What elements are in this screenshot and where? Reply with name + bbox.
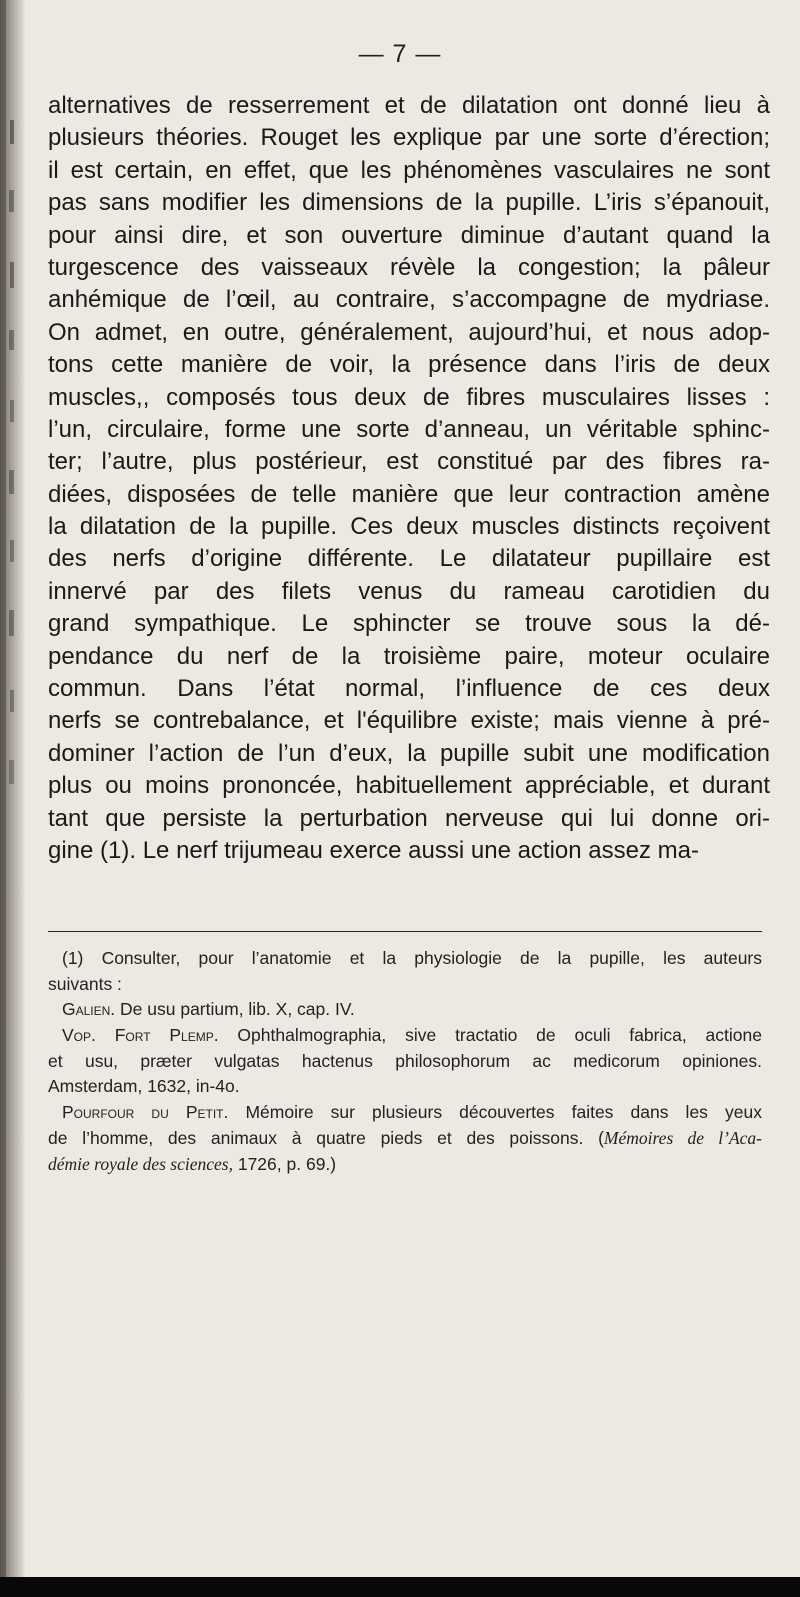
body-line: gine (1). Le nerf trijumeau exerce aussi une action assez ma- xyxy=(48,836,699,864)
footnote-reference: de l’homme, des animaux à quatre pieds et des poissons. ( xyxy=(48,1127,604,1148)
body-line: commun. Dans l’état normal, l’influence de ces deux xyxy=(48,675,770,703)
body-line: ter; l’autre, plus postérieur, est constitué par des fibres ra- xyxy=(48,448,770,476)
footnote-reference: Ophthalmographia, sive tractatio de oculi fabrica, actione xyxy=(237,1025,762,1046)
body-line: pendance du nerf de la troisième paire, moteur oculaire xyxy=(48,642,770,670)
body-line: plus ou moins prononcée, habituellement appréciable, et durant xyxy=(48,772,770,800)
binding-edge-marks xyxy=(0,0,18,1597)
footnote-pourfour-line xyxy=(48,1152,762,1178)
body-line: anhémique de l’œil, au contraire, s’accompagne de mydriase. xyxy=(48,286,770,314)
body-line: tant que persiste la perturbation nerveuse qui lui donne ori- xyxy=(48,804,770,832)
body-line: plusieurs théories. Rouget les explique par une sorte d’érection; xyxy=(48,124,770,152)
body-line: On admet, en outre, généralement, aujourd’hui, et nous adop- xyxy=(48,318,770,346)
scan-bottom-edge xyxy=(0,1577,800,1597)
footnote-line: (1) Consulter, pour l’anatomie et la physiologie de la pupille, les auteurs xyxy=(62,948,762,968)
body-line: pour ainsi dire, et son ouverture diminue d’autant quand la xyxy=(48,221,770,249)
body-line: l’un, circulaire, forme une sorte d’anneau, un véritable sphinc- xyxy=(48,415,770,443)
footnote-line: et usu, præter vulgatas hactenus philosophorum ac medicorum opiniones. xyxy=(48,1050,762,1071)
body-line: muscles,, composés tous deux de fibres musculaires lisses : xyxy=(48,383,770,411)
body-line: il est certain, en effet, que les phénomènes vasculaires ne sont xyxy=(48,156,770,184)
body-line: turgescence des vaisseaux révèle la congestion; la pâleur xyxy=(48,253,770,281)
footnote-vop xyxy=(48,1023,762,1049)
footnote-author: Galien. xyxy=(62,999,116,1020)
footnote-galien xyxy=(48,997,762,1023)
footnote-separator-rule xyxy=(48,931,762,932)
body-line: dominer l’action de l’un d’eux, la pupille subit une modification xyxy=(48,739,770,767)
body-line: grand sympathique. Le sphincter se trouve sous la dé- xyxy=(48,610,770,638)
body-line: innervé par des filets venus du rameau carotidien du xyxy=(48,577,770,605)
footnote-reference: De usu partium, lib. X, cap. IV. xyxy=(120,999,355,1020)
body-line: pas sans modifier les dimensions de la pupille. L’iris s’épanouit, xyxy=(48,189,770,217)
footnote-pourfour xyxy=(48,1100,762,1126)
body-line: la dilatation de la pupille. Ces deux muscles distincts reçoivent xyxy=(48,513,770,541)
body-line: diées, disposées de telle manière que leur contraction amène xyxy=(48,480,770,508)
footnote-line: Amsterdam, 1632, in-4o. xyxy=(48,1076,240,1097)
body-line: nerfs se contrebalance, et l'équilibre existe; mais vienne à pré- xyxy=(48,707,770,735)
footnote-italic-title: démie royale des sciences, xyxy=(48,1153,233,1174)
footnote-line: suivants : xyxy=(48,973,122,994)
page-number: — 7 — xyxy=(358,40,442,68)
body-line: des nerfs d’origine différente. Le dilatateur pupillaire est xyxy=(48,545,770,573)
body-line: alternatives de resserrement et de dilatation ont donné lieu à xyxy=(48,92,770,119)
body-line: tons cette manière de voir, la présence dans l’iris de deux xyxy=(48,351,770,379)
body-text xyxy=(48,90,770,867)
footnote-pourfour-line xyxy=(48,1126,762,1152)
footnote-author: Vop. Fort Plemp. xyxy=(62,1025,219,1046)
footnote xyxy=(48,946,762,1177)
footnote-reference: Mémoire sur plusieurs découvertes faites dans les yeux xyxy=(245,1102,762,1123)
footnote-author: Pourfour du Petit. xyxy=(62,1102,229,1123)
footnote-italic-title: Mémoires de l’Aca- xyxy=(603,1127,762,1148)
footnote-reference: 1726, p. 69.) xyxy=(232,1153,337,1174)
